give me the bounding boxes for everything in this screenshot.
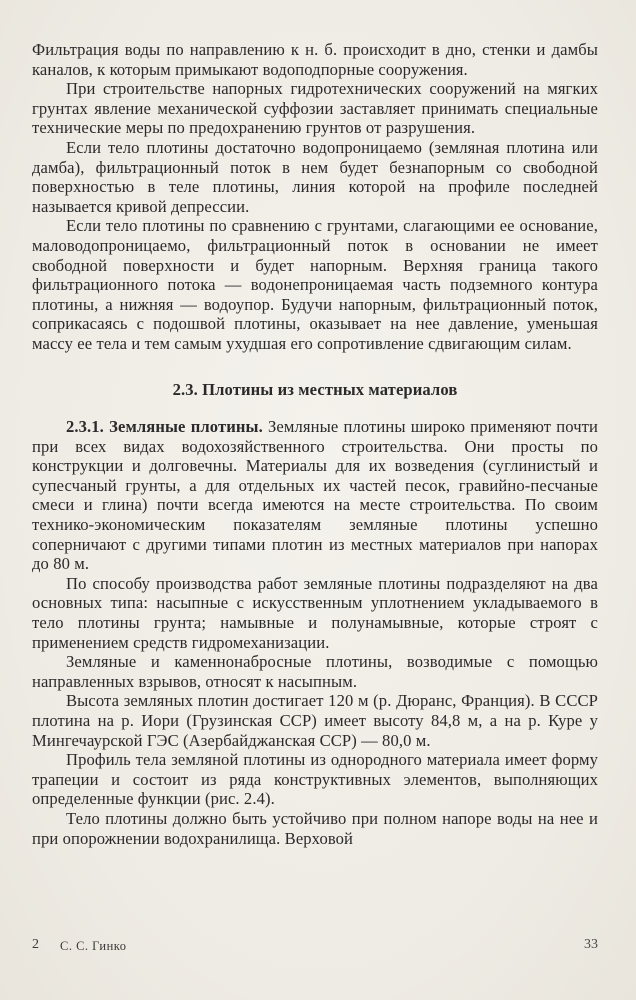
paragraph-2: При строительстве напорных гидротехнических сооружений на мягких грунтах явление механической суффозии заставляет принимать специальные технические меры по предохранению грунтов от разрушения. (32, 79, 598, 138)
paragraph-1: Фильтрация воды по направлению к н. б. происходит в дно, стенки и дамбы каналов, к которым примыкают водоподпорные сооружения. (32, 40, 598, 79)
page-body (32, 40, 598, 848)
paragraph-8: Высота земляных плотин достигает 120 м (р. Дюранс, Франция). В СССР плотина на р. Иори (Грузинская ССР) имеет высоту 84,8 м, а на р. Куре у Мингечаурской ГЭС (Азербайджанская ССР) — 80,0 м. (32, 691, 598, 750)
page-number: 33 (584, 937, 598, 952)
paragraph-4: Если тело плотины по сравнению с грунтами, слагающими ее основание, маловодопроницаемо, фильтрационный поток в основании не имеет свободной поверхности и будет напорным. Верхняя граница такого фильтрационного потока — водонепроницаемая часть подземного контура плотины, а нижняя — водоупор. Будучи напорным, фильтрационный поток, соприкасаясь с подошвой плотины, оказывает на нее давление, уменьшая массу ее тела и тем самым ухудшая его сопротивление сдвигающим силам. (32, 216, 598, 353)
paragraph-7: Земляные и каменнонабросные плотины, возводимые с помощью направленных взрывов, относят к насыпным. (32, 652, 598, 691)
subsection-text: Земляные плотины широко применяют почти при всех видах водохозяйственного строительства. Они просты по конструкции и долговечны. Материалы для их возведения (суглинистый и супесчаный грунты, а для отдельных их частей песок, гравийно-песчаные смеси и глина) почти всегда имеются на месте строительства. По своим технико-экономическим показателям земляные плотины успешно соперничают с другими типами плотин из местных материалов при напорах до 80 м. (32, 417, 598, 574)
subsection-title: 2.3.1. Земляные плотины. (66, 417, 263, 437)
paragraph-6: По способу производства работ земляные плотины подразделяют на два основных типа: насыпные с искусственным уплотнением укладываемого в тело плотины грунта; намывные и полунамывные, которые строят с применением средств гидромеханизации. (32, 573, 598, 652)
paragraph-3: Если тело плотины достаточно водопроницаемо (земляная плотина или дамба), фильтрационный поток в нем будет безнапорным со свободной поверхностью в теле плотины, линия которой на профиле последней называется кривой депрессии. (32, 137, 598, 216)
signature-number: 2 (32, 937, 39, 952)
paragraph-10: Тело плотины должно быть устойчиво при полном напоре воды на нее и при опорожнении водохранилища. Верховой (32, 808, 598, 848)
section-heading: 2.3. Плотины из местных материалов (172, 379, 458, 399)
subsection-paragraph (32, 417, 598, 574)
signature-author: С. С. Гинко (60, 939, 127, 953)
paragraph-9: Профиль тела земляной плотины из однородного материала имеет форму трапеции и состоит из ряда конструктивных элементов, выполняющих определенные функции (рис. 2.4). (32, 750, 598, 809)
